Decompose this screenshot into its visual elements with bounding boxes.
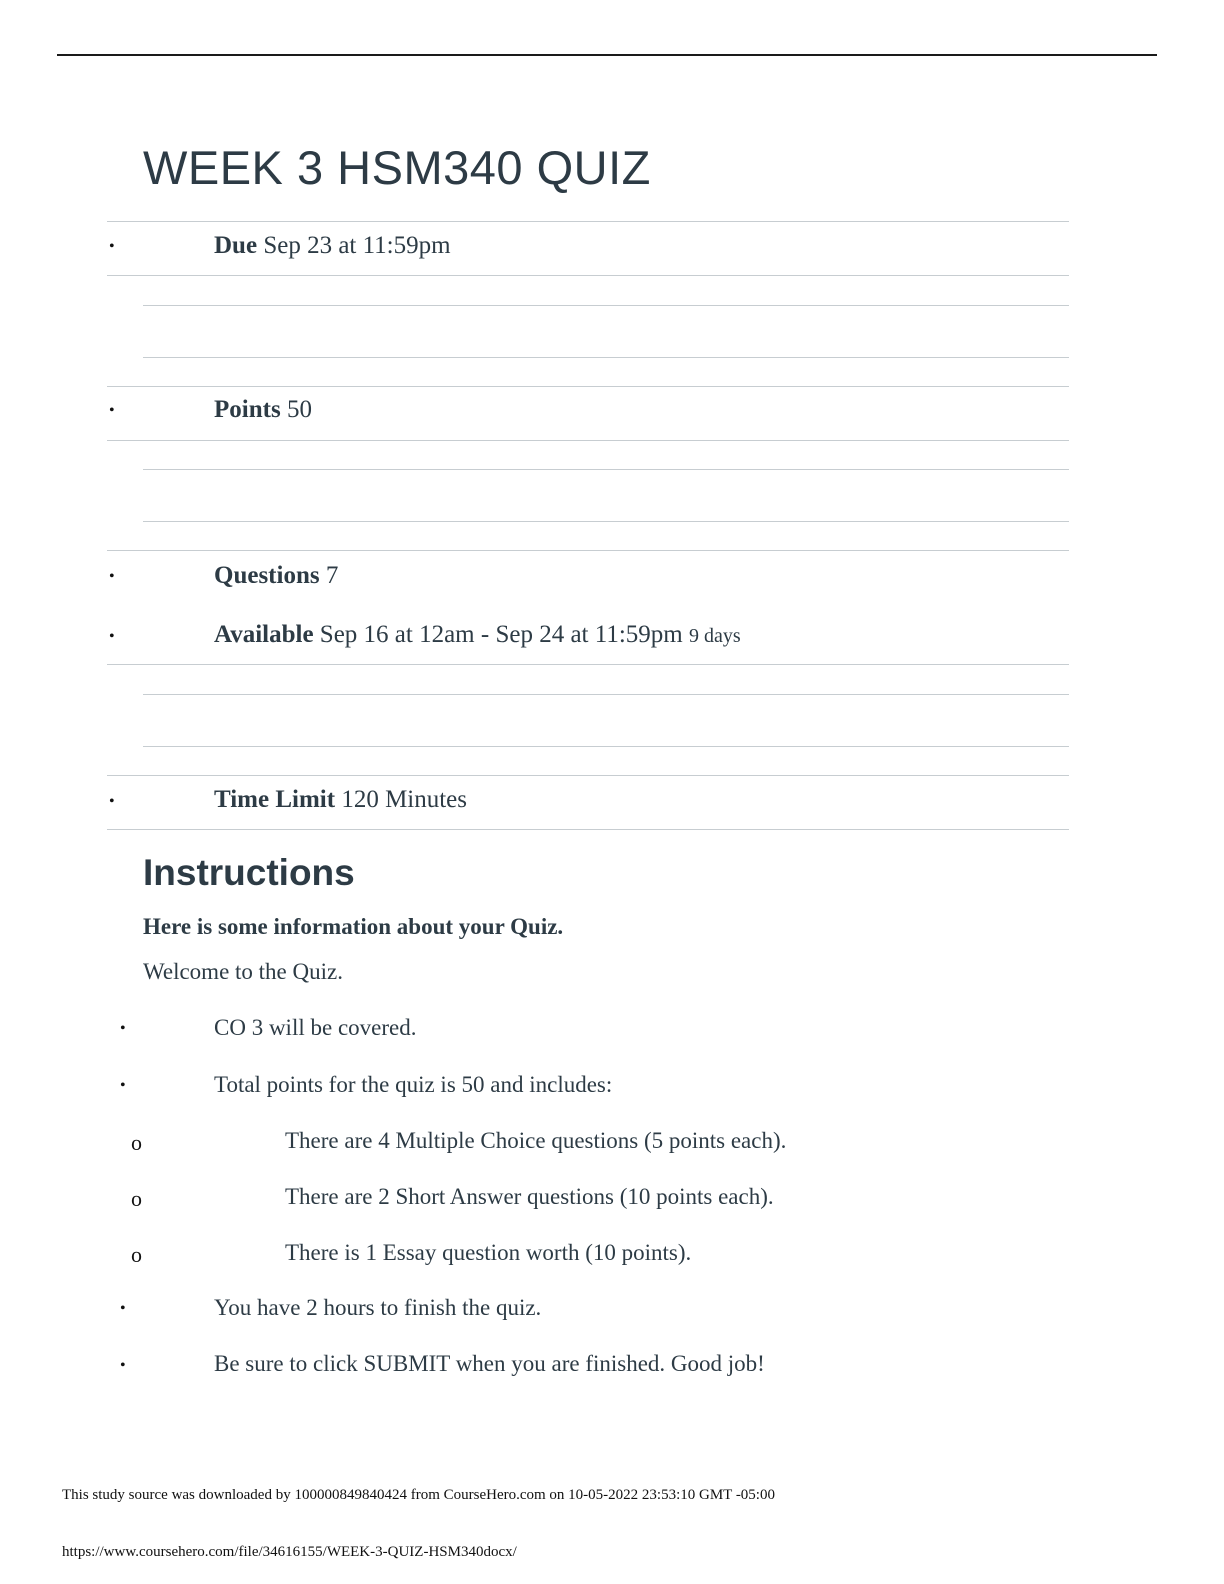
list-item: Total points for the quiz is 50 and includes: — [214, 1072, 613, 1097]
divider — [143, 746, 1069, 747]
due-label: Due — [214, 232, 258, 259]
divider — [143, 694, 1069, 695]
time-limit-value: 120 Minutes — [341, 786, 468, 813]
due-field — [214, 232, 451, 260]
instructions-intro: Welcome to the Quiz. — [143, 959, 343, 984]
divider — [107, 221, 1069, 222]
list-item: Be sure to click SUBMIT when you are finished. Good job! — [214, 1351, 765, 1376]
page-title: WEEK 3 HSM340 QUIZ — [143, 141, 651, 194]
bullet: • — [109, 238, 115, 255]
sub-list-item: There is 1 Essay question worth (10 points). — [285, 1240, 692, 1265]
divider — [143, 305, 1069, 306]
bullet: • — [120, 1300, 126, 1317]
divider — [107, 775, 1069, 776]
questions-label: Questions — [214, 562, 320, 589]
list-item: CO 3 will be covered. — [214, 1015, 417, 1040]
divider — [143, 357, 1069, 358]
list-item: You have 2 hours to finish the quiz. — [214, 1295, 542, 1320]
bullet: • — [109, 568, 115, 585]
footer-url[interactable]: https://www.coursehero.com/file/34616155/WEEK-3-QUIZ-HSM340docx/ — [62, 1544, 517, 1560]
divider — [107, 275, 1069, 276]
points-field — [214, 396, 312, 424]
divider — [107, 829, 1069, 830]
points-value: 50 — [286, 396, 312, 423]
sub-list-item: There are 2 Short Answer questions (10 points each). — [285, 1184, 774, 1209]
sub-bullet: o — [131, 1242, 142, 1267]
sub-list-item: There are 4 Multiple Choice questions (5 points each). — [285, 1128, 787, 1153]
questions-value: 7 — [325, 562, 339, 589]
footer-source: This study source was downloaded by 100000849840424 from CourseHero.com on 10-05-2022 23:53:10 GMT -05:00 — [62, 1487, 775, 1503]
divider — [107, 550, 1069, 551]
available-field — [214, 621, 741, 649]
divider — [107, 386, 1069, 387]
available-duration: 9 days — [688, 625, 741, 647]
points-label: Points — [214, 396, 281, 423]
time-limit-label: Time Limit — [214, 786, 336, 813]
top-rule — [57, 54, 1157, 56]
bullet: • — [109, 402, 115, 419]
sub-bullet: o — [131, 1186, 142, 1211]
bullet: • — [120, 1020, 126, 1037]
bullet: • — [109, 793, 115, 810]
divider — [143, 521, 1069, 522]
bullet: • — [109, 628, 115, 645]
time-limit-field — [214, 786, 467, 814]
divider — [107, 440, 1069, 441]
bullet: • — [120, 1357, 126, 1374]
due-value: Sep 23 at 11:59pm — [263, 232, 451, 259]
sub-bullet: o — [131, 1130, 142, 1155]
instructions-heading: Instructions — [143, 852, 355, 893]
divider — [107, 664, 1069, 665]
divider — [143, 469, 1069, 470]
instructions-intro-bold: Here is some information about your Quiz. — [143, 914, 564, 939]
available-label: Available — [214, 621, 314, 648]
bullet: • — [120, 1077, 126, 1094]
available-value: Sep 16 at 12am - Sep 24 at 11:59pm — [319, 621, 683, 648]
questions-field — [214, 562, 338, 590]
